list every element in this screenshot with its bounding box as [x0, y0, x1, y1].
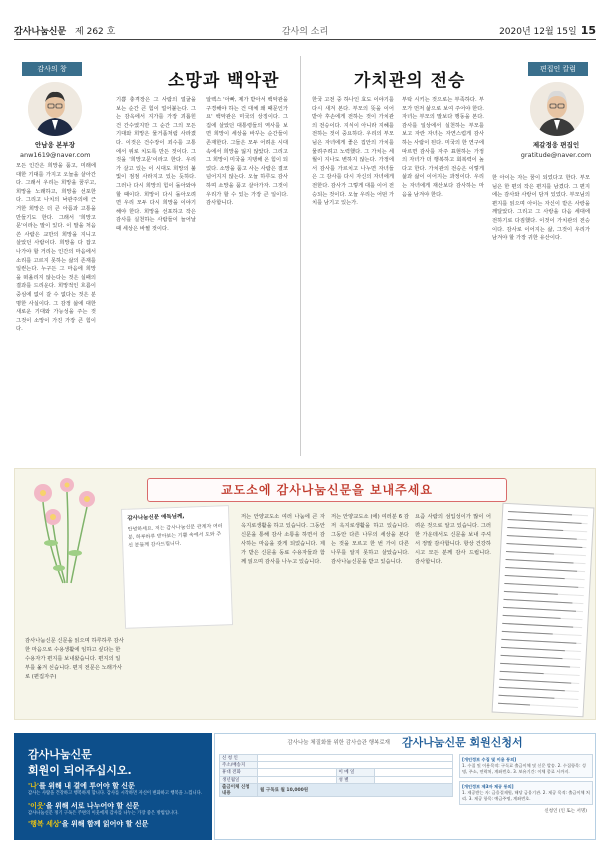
letter-intro: 감사나눔신문 신문을 읽으며 하루하루 감사한 마음으로 수용생활에 임하고 싶다는 한 수용자가 편지를 보내왔습니다. 편지의 일부를 옮겨 싣습니다. 편지 전문은 노래가사로 (편집자주): [25, 638, 124, 680]
letter-section-title: 교도소에 감사나눔신문을 보내주세요: [147, 478, 507, 502]
right-col-1-text: 한국 고전 중 하나인 효도 이야기를 다시 새겨 본다. 부모의 뜻을 이어 받아 후손에게 전하는 것이 가치관의 전승이다. 지식이 아니라 지혜를 전하는 것이 중요하다. 우리의 부모님은 자녀에게 좋은 집안의 가치를 물려주려고 노력했다. 그 가치는 세월이 지나도 변하지 않는다. 가정에서 감사를 가르치고 나누면 자녀들은 그 감사를 다시 자신의 자녀에게 전한다. 감사가 그렇게 대를 이어 전승되는 것이다. 오늘 우리는 어떤 가치를 남기고 있는가.: [312, 97, 394, 207]
section-label: 출금이체 신청 내용: [220, 783, 258, 796]
author-name-left: 안남웅 본부장: [35, 141, 75, 149]
author-portrait-icon: [530, 82, 584, 136]
form-row: [220, 769, 453, 776]
right-article-col-2: [402, 96, 484, 458]
form-table: [219, 754, 453, 797]
letter-col-3: 요즘 사람의 섬입성이가 많이 어려운 것으로 알고 있습니다. 그러한 가운데서도 신문을 보내 주셔서 정말 감사합니다. 항상 건강하시고 모든 분께 감사 드립니다. 감사합니다.: [415, 514, 491, 565]
form-subtitle: 감사나눔 체질화를 위한 감사습관 행복로재: [287, 740, 390, 746]
membership-block: [28, 801, 208, 818]
membership-title-line1: 감사나눔신문: [28, 748, 92, 761]
left-col-2-text: 기쁨 충격장은 그 사람의 얼굴을 보는 순간 큰 힘이 얼어붙는다. 그는 감옥에서 지가를 가장 괴롭힌 건 간수였지만 그 순간 그의 모든 기대와 희망은 물거품처럼 사라졌다. 이것은 건수장이 죄수를 고통에서 위로 치도록 만든 것이다. 그것을 '희망고문'이라고 한다. 우리가 살고 있는 이 시대도 희망의 불빛이 점점 사라지고 있는 듯하다. 그러나 다시 희망의 힘이 돌아와야 할 때이다. 희망이 다시 돌아오려면 우리 모두 다시 희망을 이야기해야 한다. 희망을 선포하고 작은 감사를 실천하는 사람들이 늘어날 때 세상은 바뀔 것이다.: [116, 97, 196, 232]
form-title: 감사나눔신문 회원신청서: [401, 736, 523, 749]
fee-label: 월 구독료 월 10,000원: [258, 783, 453, 796]
right-col-2-text: 부탁 시키는 것으로는 부족하다. 부모가 먼저 삶으로 보여 주어야 한다. 자녀는 부모의 말보다 행동을 본다. 감사를 일상에서 실천하는 부모를 보고 자란 자녀는 자연스럽게 감사하는 사람이 된다. 미국의 한 연구에 따르면 감사를 자주 표현하는 가정의 자녀가 더 행복하고 회복력이 높다고 한다. 가치관의 전승은 이렇게 삶과 삶이 이어지는 과정이다. 우리는 자녀에게 재산보다 감사하는 마음을 남겨야 한다.: [402, 97, 484, 198]
block-quote: '이웃': [28, 802, 46, 810]
signature-applicant-label: 신청인: [544, 809, 558, 814]
author-bio-left: [20, 140, 90, 160]
letter-col-1: 저는 안양교도소 여러 나눔에 큰 자 옥지로생활을 하고 있습니다. 그동안 신문을 통해 감사 소통을 하면서 감사하는 마음을 갖게 되었습니다. 제가 받은 신문을 동료 수용자들과 함께 읽으며 감사를 나누고 있습니다.: [241, 514, 325, 565]
birthdate-input[interactable]: [258, 776, 337, 783]
membership-promo: [14, 733, 212, 840]
membership-application-form: [214, 733, 596, 840]
left-col-1-text: 모든 인간은 희망을 품고, 미래에 대한 기대를 가지고 오늘을 살아간다. 그래서 우리는 희망을 꿈꾸고, 희망을 노래하고, 희망을 선포한다. 그리고 나치의 낙관주의에 근거한 희망은 더 큰 아픔과 고통을 만들기도 한다. 그래서 '희망고문'이라는 말이 있다. 이 말을 처음 쓴 사람은 교만의 희망을 지니고 살았던 사람이다. 희망을 다 잡고 나가야 할 거리는 인간의 마음에서 소리를 고르지 못하는 삶의 존재를 일컫는다. 누구든 그 마음에 희망을 떠올리지 않는다는 것은 실패의 결과를 드리운다. 희망적인 흐름이 중심에 없이 갈 수 없다는 것은 분명한 사실이다. 그 감정 삶에 대한 새로운 기대와 가능성을 주는 것 그것이 소망이 가진 가장 큰 힘이다.: [16, 163, 96, 333]
membership-title: [28, 747, 132, 779]
right-headline: 가치관의 전승: [354, 71, 466, 91]
letter-note-card: [121, 505, 233, 629]
author-name-right: 제갈정웅 편집인: [532, 141, 580, 149]
letter-col-2: 저는 안양교도소 (에) 여러분 6 감 저 옥지로생활을 하고 있습니다. 그동안 다른 나무의 세상을 본다는 것을 모르고 한 번 가이 다른 나무를 알지 못하고 살았습니다. 감사나눔신문을 받고 있습니다.: [331, 514, 409, 565]
address-input[interactable]: [258, 762, 453, 769]
email-input[interactable]: [374, 769, 453, 776]
consent-text: 1. 제공받는 자: 금융결제원, 해당 금융기관. 2. 제공 목적: 출금이체 처리. 3. 제공 항목: 예금주명, 계좌번호.: [462, 790, 590, 801]
field-label: 생년월일: [220, 776, 258, 783]
signature-note: (인 또는 서명): [558, 809, 587, 814]
section-name: 감사의 소리: [281, 27, 329, 37]
membership-title-line2: 회원이 되어주십시오.: [28, 764, 132, 777]
membership-block: [28, 819, 208, 829]
field-label: 신 청 인: [220, 755, 258, 762]
author-photo-left: [28, 82, 82, 136]
issue-date: 2020년 12월 15일: [499, 27, 577, 37]
left-article-col-1: [16, 162, 96, 458]
note-heading: 감사나눔신문 애독님께,: [127, 513, 185, 522]
field-label: 휴대 전화: [220, 769, 258, 776]
left-headline: 소망과 백악관: [168, 71, 280, 91]
right-column-badge: 편집인 칼럼: [528, 62, 588, 76]
left-article-col-2: [116, 96, 196, 458]
form-header: [215, 734, 595, 750]
handwritten-letter-image: [492, 503, 595, 718]
block-text: 감사는 사람을 건강하고 행복하게 합니다. 감사를 시작하면 자신이 변화하고 행복을 느낍니다.: [28, 791, 203, 796]
right-article-col-3: [492, 174, 590, 458]
author-photo-right: [530, 82, 584, 136]
note-body: 안녕하세요. 저는 감사나눔신문 관계자 여러분, 하루하루 받아보는 기쁨 속에서 도와 주신 분들께 감사드립니다.: [127, 523, 223, 549]
right-article-col-1: [312, 96, 394, 458]
left-article-col-3: [206, 96, 288, 458]
block-heading: 을 위해 함께 읽어야 할 신문: [61, 820, 149, 828]
form-consent-area: [459, 754, 593, 816]
block-quote: '나': [28, 782, 40, 790]
left-col-3-text: 알렉스 '아빠, 제가 받아서 백악관을 구경해야 하는 건 대체 왜 때문인가요' 백악관은 미국의 상징이다. 그 집에 살았던 대통령들의 역사를 보면 희망이 세상을 바꾸는 순간들이 존재한다. 그들은 모두 어려운 시대 속에서 희망을 잃지 않았다. 그리고 그 희망이 미국을 지탱해 온 힘이 되었다. 소망을 품고 사는 사람은 결코 넘어지지 않는다. 오늘 하루도 감사하며 소망을 품고 살아가자. 그것이 우리가 할 수 있는 가장 큰 일이다. 감사합니다.: [206, 97, 288, 207]
block-heading: 을 위해 서로 나누어야 할 신문: [45, 802, 140, 810]
signature-area: [459, 808, 593, 816]
flower-illustration-icon: [23, 473, 133, 603]
form-row: [220, 762, 453, 769]
membership-block: [28, 781, 208, 798]
phone-input[interactable]: [258, 769, 337, 776]
column-divider: [300, 56, 301, 456]
block-heading: 를 위해 내 곁에 투어야 할 신문: [39, 782, 135, 790]
paper-name: 감사나눔신문: [14, 27, 67, 37]
form-row: [220, 755, 453, 762]
block-text: 감사나눔신문 정기 구독은 주변의 이웃에게 감사를 나누는 가장 좋은 방법입니다.: [28, 811, 179, 816]
prison-letter-section: [14, 468, 596, 720]
consent-heading: [개인정보 수집 및 이용 동의]: [462, 757, 517, 762]
author-bio-right: [516, 140, 596, 160]
left-column-badge: 감사의 창: [22, 62, 82, 76]
page-header: [14, 22, 596, 40]
author-email-right: gratitude@naver.com: [520, 151, 592, 159]
block-quote: '행복 세상': [28, 820, 62, 828]
form-row: [220, 783, 453, 796]
author-portrait-icon: [28, 82, 82, 136]
field-label: 주소/배송지: [220, 762, 258, 769]
consent-box-2: [459, 781, 593, 805]
consent-text: 1. 수집 및 이용목적: 구독료 출금이체 및 신문 발송. 2. 수집항목: 성명, 주소, 연락처, 계좌번호. 3. 보유기간: 이체 종료 시까지.: [462, 763, 586, 774]
right-col-3-text: 한 아이는 자는 꿈이 되었다고 한다. 부모님은 한 편의 작은 편지를 남겼다. 그 편지에는 감사와 사랑이 담겨 있었다. 부모님의 편지를 읽으며 아이는 자신이 받은 사랑을 깨달았다. 그리고 그 사랑을 다음 세대에 전하기로 다짐했다. 이것이 가치관의 전승이다. 감사로 이어지는 삶, 그것이 우리가 남겨야 할 가장 귀한 유산이다.: [492, 175, 590, 242]
page-number: 15: [580, 24, 596, 37]
applicant-input[interactable]: [258, 755, 453, 762]
issue-number: 제 262 호: [75, 27, 116, 37]
field-label: 이 메 일: [336, 769, 374, 776]
author-email-left: anw1619@naver.com: [20, 151, 91, 159]
gender-input[interactable]: [374, 776, 453, 783]
consent-box-1: [459, 754, 593, 778]
field-label: 성 별: [336, 776, 374, 783]
form-row: [220, 776, 453, 783]
consent-heading: [개인정보 제3자 제공 동의]: [462, 784, 514, 789]
